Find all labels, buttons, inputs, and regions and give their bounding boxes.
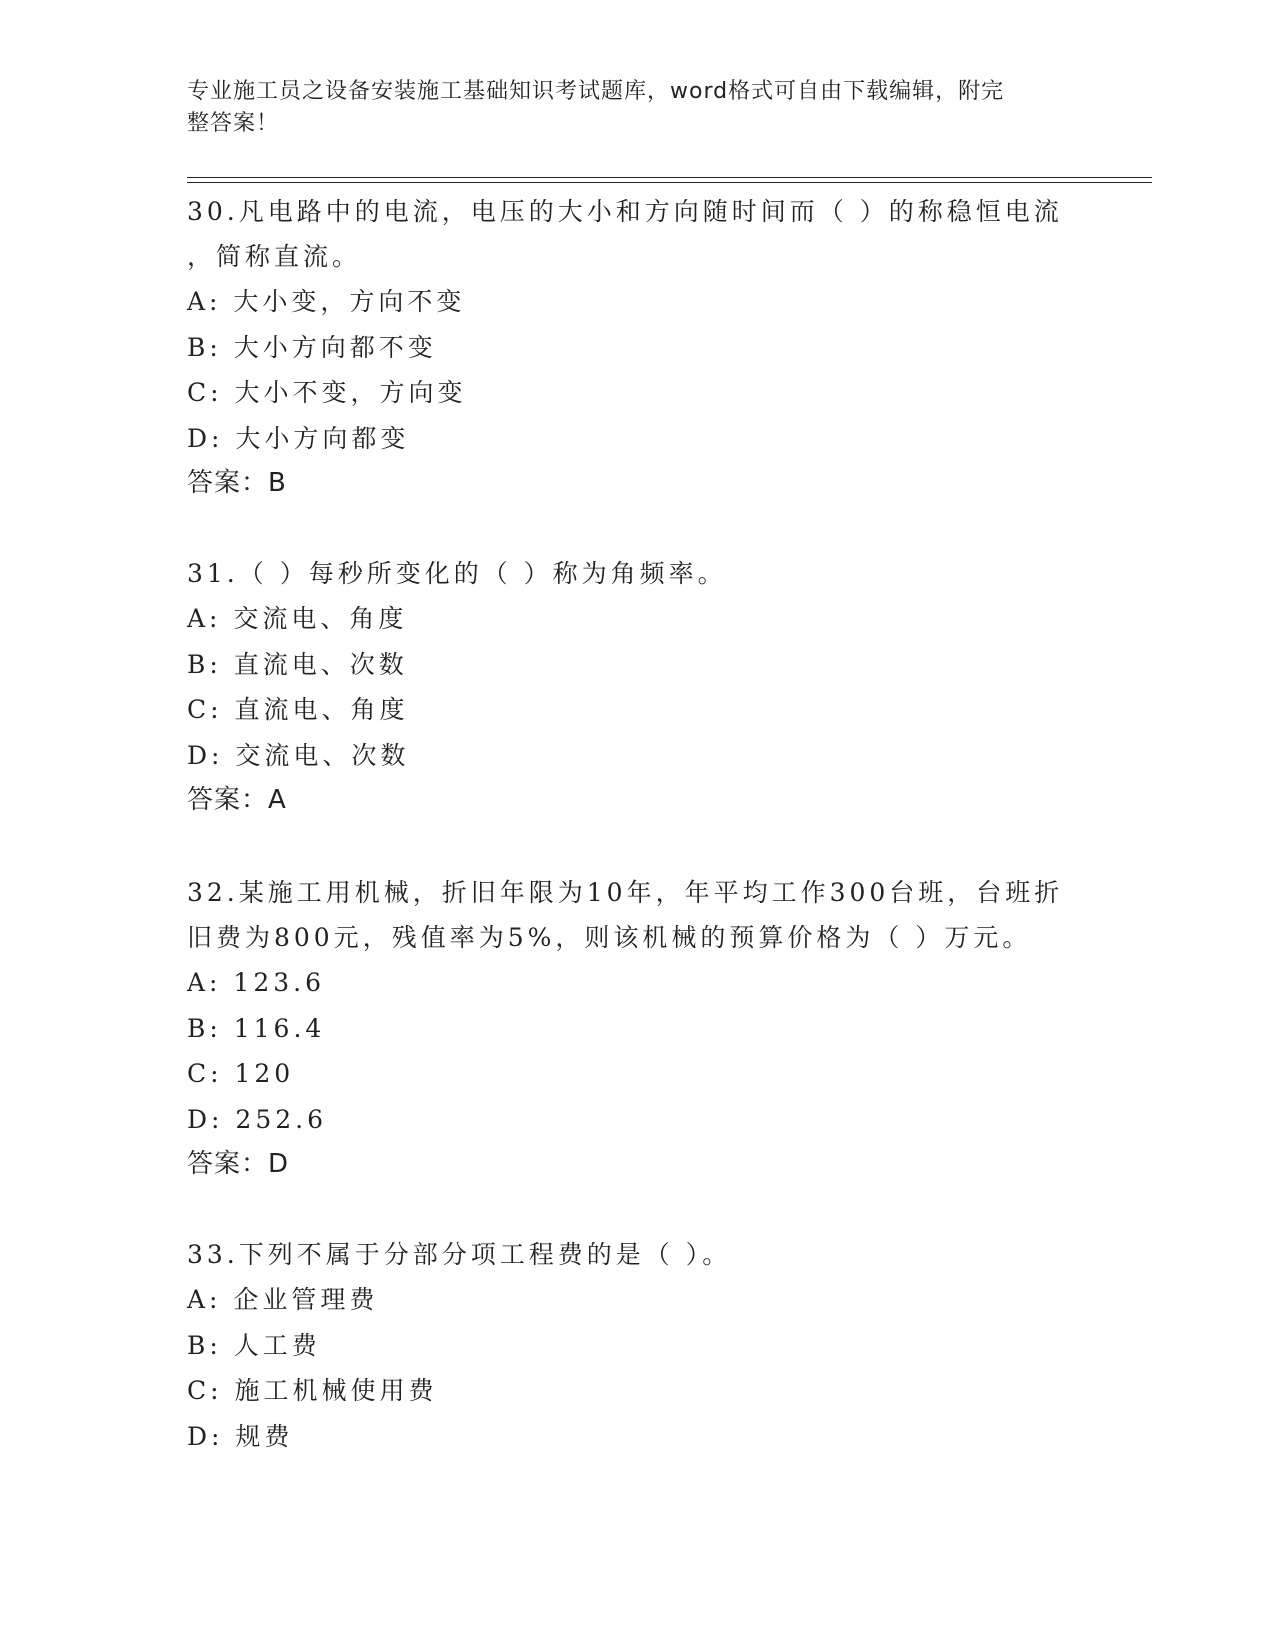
answer: 答案：A [187,785,287,815]
header-divider-bottom [187,182,1152,183]
option-d: D: 交流电、次数 [187,740,410,770]
answer: 答案：B [187,468,287,498]
question-stem: 32.某施工用机械，折旧年限为10年，年平均工作300台班，台班折 旧费为800元，残值率为5%，则该机械的预算价格为（ ）万元。 [187,878,1064,952]
option-a: A: 交流电、角度 [187,604,408,633]
option-c: C: 直流电、角度 [187,695,409,724]
question-33 [187,1232,1087,1459]
answer: 答案：D [187,1149,290,1179]
question-31 [187,551,1087,823]
option-a: A: 123.6 [187,968,325,997]
question-stem: 31.（ ）每秒所变化的（ ）称为角频率。 [187,559,727,588]
question-stem: 30.凡电路中的电流，电压的大小和方向随时间而（ ）的称稳恒电流 ，简称直流。 [187,197,1063,271]
question-32 [187,870,1087,1187]
question-30 [187,189,1087,506]
option-c: C: 大小不变，方向变 [187,378,467,407]
option-b: B: 大小方向都不变 [187,332,437,362]
option-d: D: 252.6 [187,1104,327,1134]
option-b: B: 人工费 [187,1330,321,1360]
header-divider-top [187,177,1152,178]
option-c: C: 120 [187,1059,295,1088]
option-b: B: 116.4 [187,1013,326,1043]
option-a: A: 大小变，方向不变 [187,287,466,316]
option-a: A: 企业管理费 [187,1285,379,1314]
option-d: D: 规费 [187,1421,294,1451]
option-b: B: 直流电、次数 [187,649,408,679]
option-d: D: 大小方向都变 [187,423,410,453]
question-stem: 33.下列不属于分部分项工程费的是（ ）。 [187,1240,732,1269]
document-header: 专业施工员之设备安装施工基础知识考试题库，word格式可自由下载编辑，附完 整答案！ [187,79,1005,136]
option-c: C: 施工机械使用费 [187,1376,438,1405]
